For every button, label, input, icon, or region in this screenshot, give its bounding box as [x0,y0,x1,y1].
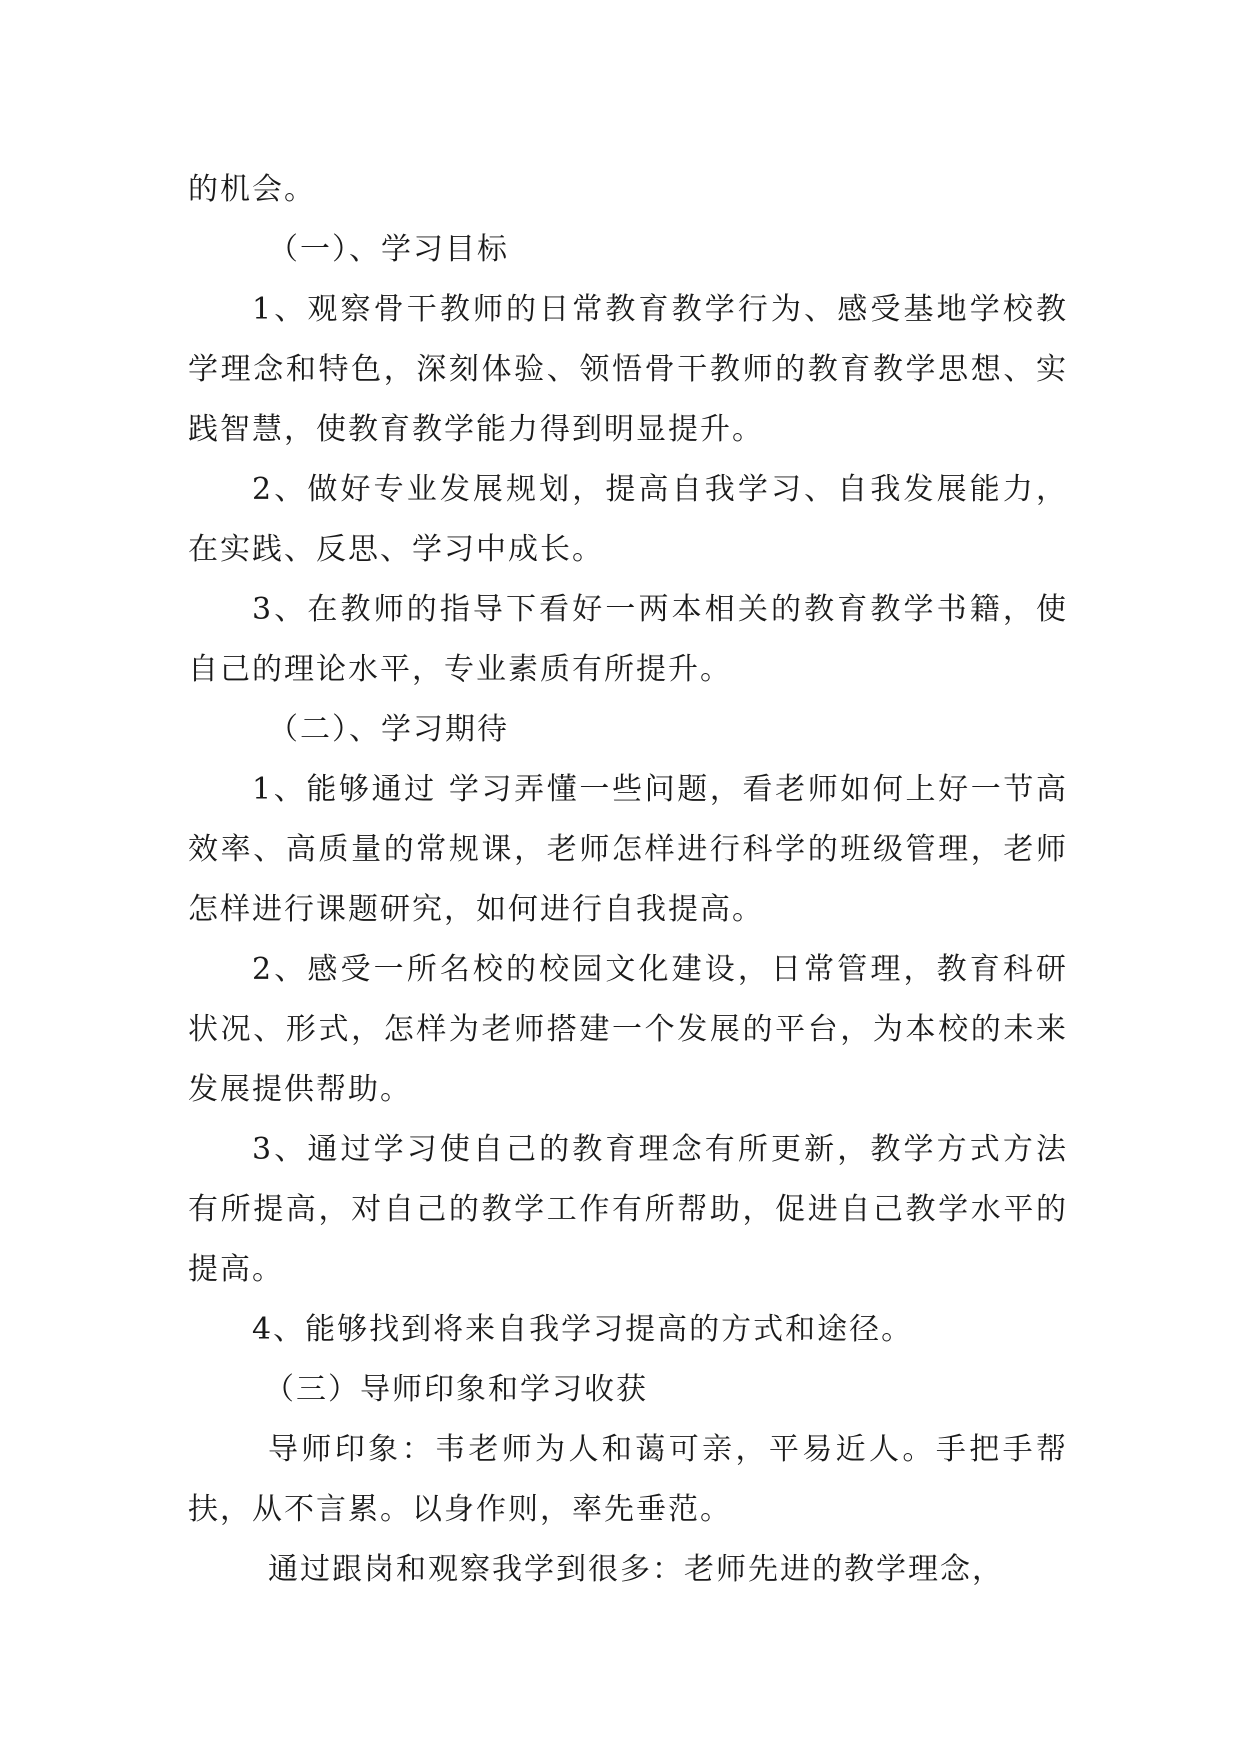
paragraph-goal-3: 3、在教师的指导下看好一两本相关的教育教学书籍，使自己的理论水平，专业素质有所提升。 [188,592,1068,687]
paragraph-expectation-2: 2、感受一所名校的校园文化建设，日常管理，教育科研状况、形式，怎样为老师搭建一个发展的平台，为本校的未来发展提供帮助。 [188,952,1068,1107]
paragraph-expectation-4: 4、能够找到将来自我学习提高的方式和途径。 [252,1312,914,1347]
paragraph-expectation-3: 3、通过学习使自己的教育理念有所更新，教学方式方法有所提高，对自己的教学工作有所帮助，促进自己教学水平的提高。 [188,1132,1068,1287]
paragraph-goal-2: 2、做好专业发展规划，提高自我学习、自我发展能力，在实践、反思、学习中成长。 [188,472,1068,567]
paragraph-learning-gains: 通过跟岗和观察我学到很多：老师先进的教学理念， [268,1552,1004,1587]
paragraph-continuation: 的机会。 [188,172,316,207]
section-heading-3: （三）导师印象和学习收获 [264,1372,648,1407]
document-body [188,160,1068,1600]
paragraph-expectation-1: 1、能够通过 学习弄懂一些问题，看老师如何上好一节高效率、高质量的常规课，老师怎样进行科学的班级管理，老师怎样进行课题研究，如何进行自我提高。 [188,772,1068,927]
paragraph-mentor-impression: 导师印象：韦老师为人和蔼可亲，平易近人。手把手帮扶，从不言累。以身作则，率先垂范。 [188,1432,1068,1527]
paragraph-goal-1: 1、观察骨干教师的日常教育教学行为、感受基地学校教学理念和特色，深刻体验、领悟骨干教师的教育教学思想、实践智慧，使教育教学能力得到明显提升。 [188,292,1068,447]
section-heading-1: （一）、学习目标 [268,232,509,267]
section-heading-2: （二）、学习期待 [268,712,509,747]
